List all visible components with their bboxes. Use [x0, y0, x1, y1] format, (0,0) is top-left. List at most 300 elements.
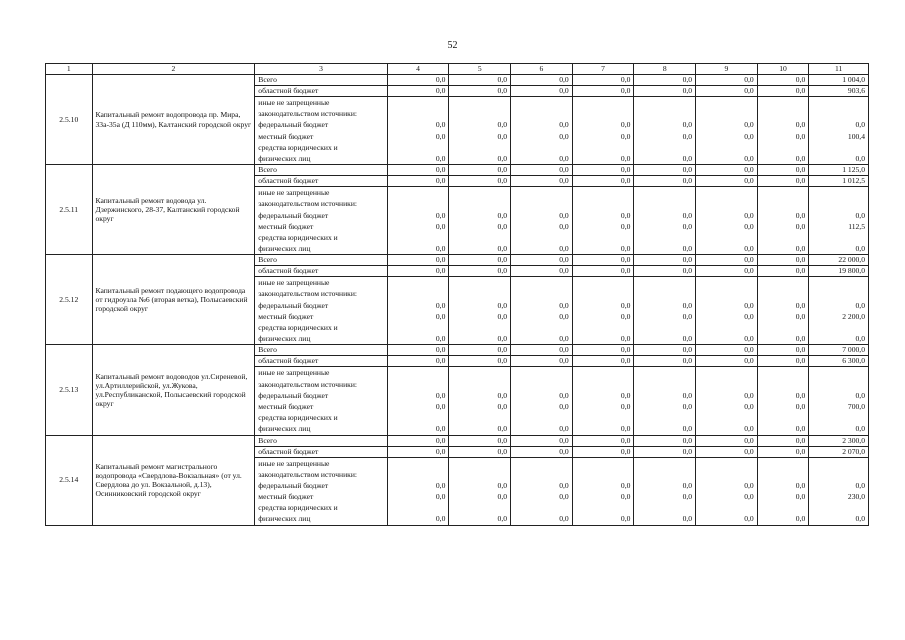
- value-cell: 0,0: [696, 356, 758, 367]
- value-cell: 0,0: [696, 345, 758, 356]
- blank-line: [636, 97, 692, 108]
- value-line: 0,0: [795, 153, 806, 163]
- value-stack: [572, 187, 634, 255]
- value-line: 0,0: [620, 221, 631, 231]
- source-label-line: физических лиц: [258, 424, 311, 434]
- blank-line: [451, 458, 507, 469]
- value-stack: [809, 97, 869, 165]
- value-line: 0,0: [620, 210, 631, 220]
- blank-line: [451, 198, 507, 209]
- value-line: 0,0: [744, 131, 754, 141]
- column-header-2: 2: [92, 64, 255, 75]
- value-cell: 0,0: [634, 165, 696, 176]
- value-cell: 0,0: [757, 255, 809, 266]
- value-cell: 0,0: [634, 446, 696, 457]
- value-cell: 0,0: [572, 255, 634, 266]
- source-label-other: [255, 187, 387, 255]
- blank-line: [513, 232, 569, 243]
- blank-line: [390, 458, 446, 469]
- blank-line: [811, 108, 865, 119]
- blank-line: [636, 458, 692, 469]
- value-cell: 0,0: [572, 266, 634, 277]
- value-line: 0,0: [795, 390, 806, 400]
- blank-line: [451, 469, 507, 480]
- blank-line: [811, 232, 865, 243]
- value-line: 0,0: [620, 334, 631, 344]
- blank-line: [575, 198, 631, 209]
- header-row: [46, 64, 869, 75]
- blank-line: [390, 97, 446, 108]
- blank-line: [451, 412, 507, 423]
- blank-line: [513, 187, 569, 198]
- column-header-4: 4: [387, 64, 449, 75]
- value-cell: 0,0: [757, 75, 809, 86]
- value-cell: 0,0: [696, 435, 758, 446]
- value-line: 700,0: [847, 401, 865, 411]
- value-stack: [387, 187, 449, 255]
- value-line: 0,0: [795, 311, 806, 321]
- source-label-line: физических лиц: [258, 244, 311, 254]
- source-label-line: федеральный бюджет: [258, 390, 329, 400]
- value-stack: [696, 367, 758, 435]
- blank-line: [513, 108, 569, 119]
- value-line: 0,0: [435, 492, 446, 502]
- value-stack: [634, 187, 696, 255]
- blank-line: [390, 277, 446, 288]
- blank-line: [451, 288, 507, 299]
- source-label-total: Всего: [255, 435, 387, 446]
- blank-line: [513, 469, 569, 480]
- blank-line: [390, 108, 446, 119]
- blank-line: [390, 198, 446, 209]
- value-line: 0,0: [682, 120, 693, 130]
- source-label-line: законодательством источники:: [258, 379, 357, 389]
- blank-line: [390, 232, 446, 243]
- source-label-line: иные не запрещенные: [258, 98, 330, 107]
- value-line: 0,0: [497, 300, 508, 310]
- value-stack: [572, 97, 634, 165]
- value-line: 0,0: [559, 334, 569, 344]
- blank-line: [636, 379, 692, 390]
- value-line: 0,0: [744, 311, 754, 321]
- value-stack: [696, 97, 758, 165]
- value-cell: 0,0: [757, 266, 809, 277]
- value-line: 100,4: [847, 131, 865, 141]
- value-line: 0,0: [795, 424, 806, 434]
- value-line: 0,0: [497, 514, 508, 524]
- blank-line: [513, 322, 569, 333]
- value-line: 0,0: [497, 221, 508, 231]
- blank-line: [575, 232, 631, 243]
- value-cell: 0,0: [696, 75, 758, 86]
- blank-line: [698, 322, 754, 333]
- blank-line: [390, 469, 446, 480]
- value-line: 0,0: [855, 424, 865, 434]
- value-line: 0,0: [682, 300, 693, 310]
- value-line: 0,0: [559, 210, 569, 220]
- table-row-total: [46, 165, 869, 176]
- value-line: 0,0: [744, 210, 754, 220]
- value-stack: [511, 277, 573, 345]
- item-code: 2.5.12: [46, 255, 93, 345]
- value-cell: 0,0: [696, 446, 758, 457]
- value-line: 0,0: [795, 210, 806, 220]
- value-stack: [757, 367, 809, 435]
- value-line: 0,0: [497, 244, 508, 254]
- blank-line: [451, 322, 507, 333]
- value-stack: [634, 277, 696, 345]
- value-cell-regional: 903,6: [809, 86, 869, 97]
- value-cell-regional: 2 070,0: [809, 446, 869, 457]
- blank-line: [811, 367, 865, 378]
- value-line: 0,0: [855, 153, 865, 163]
- source-label-regional: областной бюджет: [255, 446, 387, 457]
- value-cell-regional: 19 800,0: [809, 266, 869, 277]
- item-code: 2.5.11: [46, 165, 93, 255]
- blank-line: [698, 288, 754, 299]
- value-line: 0,0: [682, 311, 693, 321]
- value-line: 0,0: [855, 244, 865, 254]
- column-header-1: 1: [46, 64, 93, 75]
- value-line: 0,0: [435, 334, 446, 344]
- source-label-regional: областной бюджет: [255, 356, 387, 367]
- blank-line: [698, 108, 754, 119]
- value-line: 0,0: [682, 221, 693, 231]
- value-cell: 0,0: [387, 255, 449, 266]
- source-label-line: местный бюджет: [258, 221, 314, 231]
- value-cell: 0,0: [511, 356, 573, 367]
- value-cell: 0,0: [572, 165, 634, 176]
- value-line: 0,0: [795, 221, 806, 231]
- value-cell: 0,0: [511, 446, 573, 457]
- value-line: 0,0: [620, 120, 631, 130]
- value-line: 0,0: [620, 311, 631, 321]
- value-cell: 0,0: [511, 75, 573, 86]
- source-label-line: средства юридических и: [258, 142, 338, 152]
- value-cell: 0,0: [696, 176, 758, 187]
- blank-line: [760, 288, 806, 299]
- blank-line: [811, 322, 865, 333]
- blank-line: [451, 142, 507, 153]
- value-line: 0,0: [795, 401, 806, 411]
- blank-line: [513, 379, 569, 390]
- value-cell: 0,0: [572, 446, 634, 457]
- blank-line: [698, 502, 754, 513]
- value-stack: [757, 277, 809, 345]
- source-label-line: законодательством источники:: [258, 289, 357, 299]
- value-line: 0,0: [559, 244, 569, 254]
- source-label-other: [255, 367, 387, 435]
- value-line: 0,0: [497, 210, 508, 220]
- value-cell: 0,0: [449, 356, 511, 367]
- value-cell-total: 7 000,0: [809, 345, 869, 356]
- value-cell: 0,0: [572, 86, 634, 97]
- blank-line: [760, 142, 806, 153]
- value-line: 0,0: [682, 401, 693, 411]
- value-cell: 0,0: [634, 75, 696, 86]
- blank-line: [451, 277, 507, 288]
- value-line: 0,0: [682, 390, 693, 400]
- blank-line: [390, 288, 446, 299]
- blank-line: [698, 198, 754, 209]
- blank-line: [575, 458, 631, 469]
- blank-line: [636, 232, 692, 243]
- value-stack: [511, 187, 573, 255]
- value-line: 0,0: [855, 120, 865, 130]
- value-cell: 0,0: [449, 176, 511, 187]
- value-line: 0,0: [435, 131, 446, 141]
- blank-line: [513, 288, 569, 299]
- value-cell: 0,0: [511, 266, 573, 277]
- blank-line: [636, 198, 692, 209]
- value-line: 0,0: [559, 300, 569, 310]
- value-cell: 0,0: [387, 176, 449, 187]
- value-stack: [809, 187, 869, 255]
- value-line: 0,0: [497, 390, 508, 400]
- value-line: 0,0: [559, 492, 569, 502]
- value-line: 2 200,0: [842, 311, 865, 321]
- item-code: 2.5.10: [46, 75, 93, 165]
- value-line: 0,0: [435, 153, 446, 163]
- blank-line: [760, 187, 806, 198]
- value-cell: 0,0: [572, 345, 634, 356]
- value-cell-total: 1 125,0: [809, 165, 869, 176]
- source-label-line: средства юридических и: [258, 323, 338, 332]
- blank-line: [513, 412, 569, 423]
- table-row-total: [46, 435, 869, 446]
- value-stack: [387, 277, 449, 345]
- value-cell: 0,0: [387, 165, 449, 176]
- blank-line: [636, 142, 692, 153]
- blank-line: [698, 412, 754, 423]
- item-code: 2.5.13: [46, 345, 93, 435]
- source-label-line: местный бюджет: [258, 492, 314, 502]
- value-line: 0,0: [559, 311, 569, 321]
- blank-line: [513, 367, 569, 378]
- value-line: 0,0: [682, 131, 693, 141]
- blank-line: [760, 379, 806, 390]
- value-stack: [449, 367, 511, 435]
- value-stack: [449, 277, 511, 345]
- value-line: 0,0: [744, 424, 754, 434]
- value-line: 0,0: [795, 492, 806, 502]
- blank-line: [760, 469, 806, 480]
- value-stack: [572, 457, 634, 525]
- value-cell: 0,0: [696, 86, 758, 97]
- blank-line: [575, 367, 631, 378]
- blank-line: [636, 412, 692, 423]
- value-cell: 0,0: [511, 435, 573, 446]
- blank-line: [513, 97, 569, 108]
- blank-line: [636, 288, 692, 299]
- blank-line: [698, 367, 754, 378]
- value-cell: 0,0: [572, 435, 634, 446]
- source-label-regional: областной бюджет: [255, 176, 387, 187]
- value-line: 112,5: [848, 221, 865, 231]
- value-line: 0,0: [744, 480, 754, 490]
- source-label-line: иные не запрещенные: [258, 278, 330, 288]
- value-stack: [449, 457, 511, 525]
- value-cell: 0,0: [449, 165, 511, 176]
- value-stack: [696, 187, 758, 255]
- value-stack: [449, 187, 511, 255]
- value-line: 0,0: [559, 401, 569, 411]
- blank-line: [698, 458, 754, 469]
- source-label-line: федеральный бюджет: [258, 480, 329, 490]
- source-label-line: физических лиц: [258, 334, 311, 344]
- blank-line: [811, 142, 865, 153]
- value-line: 0,0: [855, 210, 865, 220]
- value-line: 0,0: [682, 153, 693, 163]
- value-line: 0,0: [435, 424, 446, 434]
- blank-line: [636, 469, 692, 480]
- blank-line: [698, 379, 754, 390]
- blank-line: [513, 502, 569, 513]
- blank-line: [698, 232, 754, 243]
- value-line: 0,0: [620, 514, 631, 524]
- value-stack: [387, 457, 449, 525]
- value-stack: [757, 457, 809, 525]
- column-header-6: 6: [511, 64, 573, 75]
- blank-line: [698, 142, 754, 153]
- value-cell: 0,0: [757, 86, 809, 97]
- blank-line: [811, 288, 865, 299]
- value-line: 0,0: [620, 401, 631, 411]
- value-line: 0,0: [744, 492, 754, 502]
- blank-line: [811, 502, 865, 513]
- value-cell: 0,0: [634, 266, 696, 277]
- blank-line: [698, 187, 754, 198]
- value-line: 0,0: [497, 153, 508, 163]
- value-cell: 0,0: [696, 165, 758, 176]
- source-label-total: Всего: [255, 165, 387, 176]
- blank-line: [636, 502, 692, 513]
- source-label-line: законодательством источники:: [258, 469, 357, 479]
- blank-line: [575, 469, 631, 480]
- value-cell: 0,0: [634, 345, 696, 356]
- value-line: 0,0: [620, 480, 631, 490]
- item-name: Капитальный ремонт водопровода пр. Мира, 33а-35а (Д 110мм), Калтанский городской округ: [92, 75, 255, 165]
- value-line: 0,0: [682, 480, 693, 490]
- value-cell: 0,0: [757, 345, 809, 356]
- value-line: 0,0: [744, 401, 754, 411]
- value-stack: [511, 97, 573, 165]
- source-label-other: [255, 457, 387, 525]
- value-stack: [387, 97, 449, 165]
- value-cell: 0,0: [449, 255, 511, 266]
- value-stack: [757, 187, 809, 255]
- column-header-10: 10: [757, 64, 809, 75]
- source-label-line: иные не запрещенные: [258, 188, 330, 198]
- value-line: 0,0: [559, 120, 569, 130]
- table-row-total: [46, 75, 869, 86]
- column-header-3: 3: [255, 64, 387, 75]
- item-name: Капитальный ремонт водоводов ул.Сиреневой, ул.Артиллерийской, ул.Жукова, ул.Республиканской, Полысаевский городской округ: [92, 345, 255, 435]
- value-line: 0,0: [497, 424, 508, 434]
- value-line: 0,0: [744, 300, 754, 310]
- value-cell: 0,0: [511, 165, 573, 176]
- value-stack: [696, 277, 758, 345]
- source-label-line: местный бюджет: [258, 401, 314, 411]
- source-label-total: Всего: [255, 75, 387, 86]
- value-stack: [572, 277, 634, 345]
- value-stack: [809, 457, 869, 525]
- value-stack: [634, 367, 696, 435]
- value-cell: 0,0: [449, 446, 511, 457]
- value-cell: 0,0: [387, 446, 449, 457]
- value-cell: 0,0: [387, 345, 449, 356]
- blank-line: [636, 367, 692, 378]
- blank-line: [390, 142, 446, 153]
- value-cell-total: 22 000,0: [809, 255, 869, 266]
- blank-line: [451, 187, 507, 198]
- source-label-regional: областной бюджет: [255, 86, 387, 97]
- value-cell: 0,0: [387, 86, 449, 97]
- source-label-other: [255, 277, 387, 345]
- value-cell: 0,0: [757, 435, 809, 446]
- blank-line: [811, 412, 865, 423]
- value-cell: 0,0: [387, 75, 449, 86]
- value-line: 0,0: [744, 244, 754, 254]
- source-label-line: местный бюджет: [258, 131, 314, 141]
- blank-line: [811, 458, 865, 469]
- item-name: Капитальный ремонт магистрального водопровода «Свердлова-Вокзальная» (от ул. Свердлова до ул. Вокзальной, д.13), Осинниковский городской округ: [92, 435, 255, 525]
- value-cell-regional: 1 012,5: [809, 176, 869, 187]
- value-stack: [809, 367, 869, 435]
- blank-line: [760, 277, 806, 288]
- value-line: 0,0: [435, 311, 446, 321]
- blank-line: [636, 108, 692, 119]
- value-stack: [634, 97, 696, 165]
- value-stack: [387, 367, 449, 435]
- value-line: 0,0: [559, 390, 569, 400]
- value-line: 0,0: [435, 480, 446, 490]
- source-label-regional: областной бюджет: [255, 266, 387, 277]
- value-cell: 0,0: [757, 176, 809, 187]
- blank-line: [451, 97, 507, 108]
- blank-line: [636, 322, 692, 333]
- value-cell: 0,0: [449, 86, 511, 97]
- blank-line: [811, 97, 865, 108]
- value-stack: [634, 457, 696, 525]
- value-stack: [572, 367, 634, 435]
- value-line: 0,0: [682, 210, 693, 220]
- value-line: 0,0: [435, 390, 446, 400]
- value-line: 0,0: [744, 221, 754, 231]
- value-cell: 0,0: [634, 435, 696, 446]
- value-line: 0,0: [744, 153, 754, 163]
- blank-line: [575, 379, 631, 390]
- blank-line: [575, 322, 631, 333]
- blank-line: [760, 412, 806, 423]
- value-line: 0,0: [497, 492, 508, 502]
- source-label-line: законодательством источники:: [258, 199, 357, 209]
- source-label-other: [255, 97, 387, 165]
- source-label-total: Всего: [255, 345, 387, 356]
- blank-line: [451, 502, 507, 513]
- value-line: 0,0: [682, 492, 693, 502]
- value-line: 0,0: [435, 514, 446, 524]
- blank-line: [575, 277, 631, 288]
- value-cell: 0,0: [387, 435, 449, 446]
- value-line: 0,0: [620, 300, 631, 310]
- value-line: 0,0: [682, 244, 693, 254]
- column-header-8: 8: [634, 64, 696, 75]
- value-line: 0,0: [682, 514, 693, 524]
- value-line: 0,0: [620, 390, 631, 400]
- item-code: 2.5.14: [46, 435, 93, 525]
- blank-line: [636, 277, 692, 288]
